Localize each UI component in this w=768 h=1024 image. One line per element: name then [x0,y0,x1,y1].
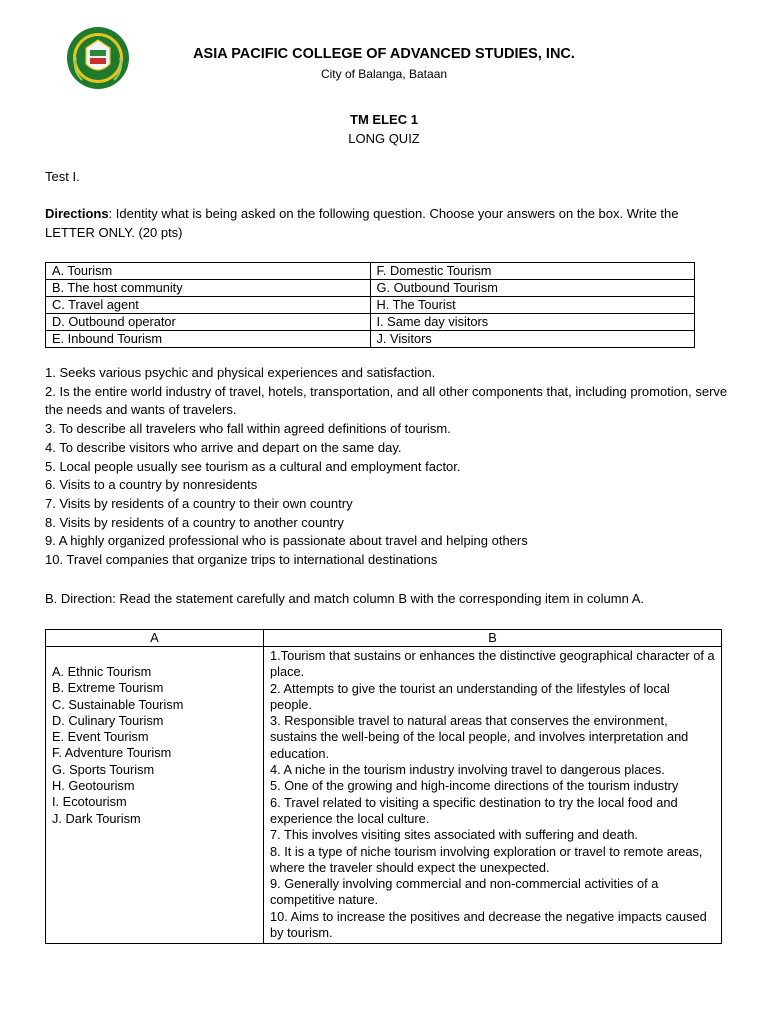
column-b-list [270,648,715,941]
choice-row [46,280,695,297]
column-b-item: 1.Tourism that sustains or enhances the distinctive geographical character of a place. [270,648,715,680]
column-b-item: 5. One of the growing and high-income directions of the tourism industry [270,778,679,794]
column-a-item: D. Culinary Tourism [52,712,164,728]
question-item: 7. Visits by residents of a country to their own country [45,495,353,511]
column-a-header: A [46,630,264,647]
question-item: 5. Local people usually see tourism as a cultural and employment factor. [45,458,461,474]
column-a-item: G. Sports Tourism [52,761,155,777]
column-a-item: J. Dark Tourism [52,810,141,826]
directions-text: : Identity what is being asked on the following question. Choose your answers on the box. Write the LETTER ONLY. (20 pts) [45,206,679,240]
choice-cell: G. Outbound Tourism [370,280,695,297]
school-location: City of Balanga, Bataan [320,67,448,81]
column-a-item: A. Ethnic Tourism [52,664,152,679]
column-a-item: F. Adventure Tourism [52,745,172,761]
question-item: 8. Visits by residents of a country to another country [45,514,344,530]
column-b-cell [264,647,722,944]
test-one-label: Test I. [45,169,80,184]
choice-cell: J. Visitors [370,331,695,348]
course-code: TM ELEC 1 [350,112,418,127]
question-item: 6. Visits to a country by nonresidents [45,477,258,493]
column-a-list [52,664,257,827]
choice-cell: D. Outbound operator [46,314,371,331]
column-b-item: 9. Generally involving commercial and non-commercial activities of a competitive nature. [270,876,659,908]
choice-cell: E. Inbound Tourism [46,331,371,348]
column-a-item: E. Event Tourism [52,729,149,745]
column-b-item: 7. This involves visiting sites associated with suffering and death. [270,827,638,843]
choice-row [46,297,695,314]
choice-cell: I. Same day visitors [370,314,695,331]
question-item: 10. Travel companies that organize trips to international destinations [45,552,438,568]
column-b-item: 4. A niche in the tourism industry involving travel to dangerous places. [270,762,665,778]
choice-row [46,263,695,280]
question-list [45,364,735,570]
answer-choices-table [45,262,695,348]
test-two-direction: B. Direction: Read the statement carefully and match column B with the corresponding item in column A. [45,591,645,606]
column-b-item: 3. Responsible travel to natural areas that conserves the environment, sustains the well-being of the local people, and involves interpretation and education. [270,713,689,761]
choice-row [46,331,695,348]
school-name: ASIA PACIFIC COLLEGE OF ADVANCED STUDIES, INC. [193,46,575,62]
question-item: 2. Is the entire world industry of travel, hotels, transportation, and all other components that, including promotion, serve the needs and wants of travelers. [45,383,728,418]
column-a-item: H. Geotourism [52,778,135,794]
column-b-item: 2. Attempts to give the tourist an understanding of the lifestyles of local people. [270,680,670,712]
choice-cell: A. Tourism [46,263,371,280]
column-a-item: I. Ecotourism [52,794,127,810]
matching-table [45,629,722,944]
choice-row [46,314,695,331]
question-item: 1. Seeks various psychic and physical experiences and satisfaction. [45,365,436,380]
exam-type: LONG QUIZ [348,131,420,146]
choice-cell: C. Travel agent [46,297,371,314]
question-item: 9. A highly organized professional who is passionate about travel and helping others [45,533,528,549]
question-item: 4. To describe visitors who arrive and depart on the same day. [45,439,402,455]
column-a-item: B. Extreme Tourism [52,680,164,696]
matching-header-row [46,630,722,647]
column-b-item: 10. Aims to increase the positives and decrease the negative impacts caused by tourism. [270,908,707,941]
column-a-item: C. Sustainable Tourism [52,696,184,712]
column-a-cell [46,647,264,944]
question-item: 3. To describe all travelers who fall within agreed definitions of tourism. [45,421,451,437]
choice-cell: B. The host community [46,280,371,297]
test-one-directions [45,205,725,242]
directions-label: Directions [45,206,109,221]
choice-cell: H. The Tourist [370,297,695,314]
column-b-header: B [264,630,722,647]
matching-body-row [46,647,722,944]
choice-cell: F. Domestic Tourism [370,263,695,280]
column-b-item: 6. Travel related to visiting a specific destination to try the local food and experience the local culture. [270,794,678,826]
column-b-item: 8. It is a type of niche tourism involving exploration or travel to remote areas, where the traveler should expect the unexpected. [270,843,703,875]
